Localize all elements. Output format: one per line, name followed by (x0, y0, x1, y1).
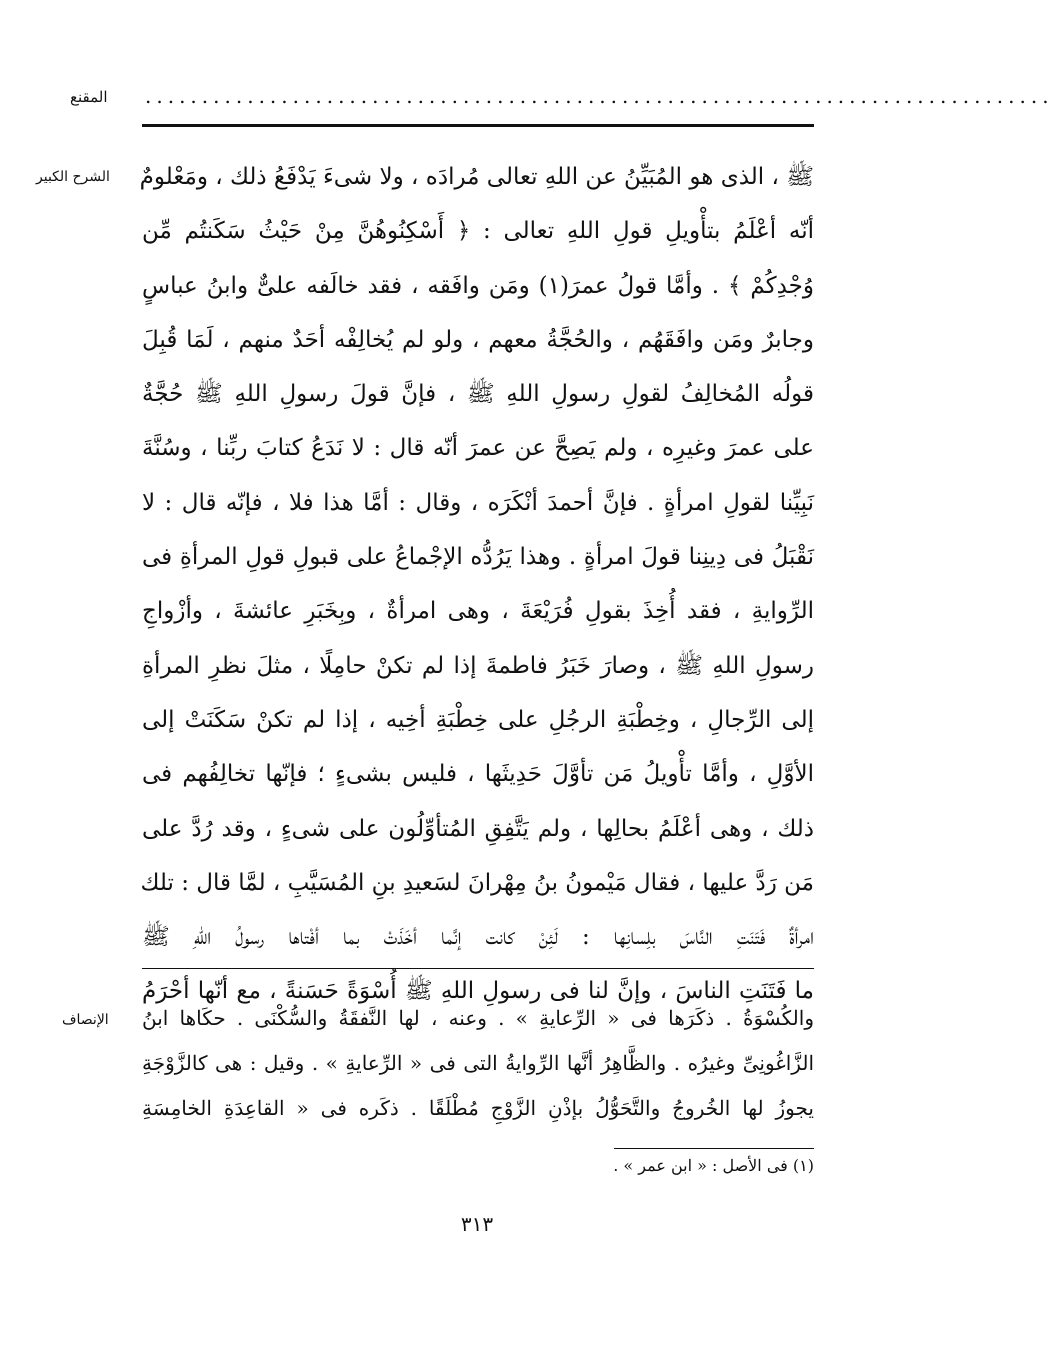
text-line: وجابرٌ ومَن وافَقَهُم ، والحُجَّةُ معهم ، ولو لم يُخالِفْه أحَدٌ منهم ، لَمَا قُبِلَ (142, 326, 814, 353)
text-line: قولُه المُخالِفُ لقولِ رسولِ اللهِ ﷺ ، فإنَّ قولَ رسولِ اللهِ ﷺ حُجَّةٌ (142, 381, 814, 408)
text-line: نَقْبَلُ فى دِينِنا قولَ امرأةٍ . وهذا يَرُدُّه الإجْماعُ على قبولِ قولِ المرأةِ فى (142, 544, 814, 571)
header-dotted-leader: ................................................................................ (145, 84, 1054, 108)
text-line: امرأةٌ فَتَنَتِ النَّاسَ بلِسانِها : لَئِنْ كانت إنَّما أخَذَتْ بما أفْتاها رسولُ اللهِ ﷺ (142, 924, 814, 951)
text-line: الزَّاغُونِىِّ وغيرُه . والظَّاهِرُ أنَّها الرِّوايةُ التى فى « الرِّعايةِ » . وقيل : هى كالزَّوْجَةِ (142, 1051, 814, 1075)
text-line: رسولِ اللهِ ﷺ ، وصارَ خَبَرُ فاطمةَ إذا لم تكنْ حامِلًا ، مثلَ نظرِ المرأةِ (142, 652, 814, 679)
book-title: المقنع (70, 88, 108, 106)
text-line: الرِّوايةِ ، فقد أُخِذَ بقولِ فُرَيْعَةَ ، وهى امرأةٌ ، وبِخَبَرِ عائشةَ ، وأزْواجِ (142, 598, 814, 625)
text-line: وُجْدِكُمْ ﴾ . وأمَّا قولُ عمرَ(١) ومَن وافَقه ، فقد خالَفه علىٌّ وابنُ عباسٍ (142, 272, 815, 299)
page-number: ٣١٣ (460, 1212, 494, 1236)
text-line: ﷺ ، الذى هو المُبَيِّنُ عن اللهِ تعالى مُرادَه ، ولا شىءَ يَدْفَعُ ذلك ، ومَعْلومٌ (139, 164, 814, 190)
text-line: يجوزُ لها الخُروجُ والتَّحَوُّلُ بإذْنِ الزَّوْجِ مُطْلَقًا . ذكَره فى « القاعِدَةِ الخامِسَةِ (142, 1096, 814, 1120)
text-line: على عمرَ وغيرِه ، ولم يَصِحَّ عن عمرَ أنّه قال : لا نَدَعُ كتابَ ربِّنا ، وسُنَّةَ (142, 435, 814, 462)
header-rule (142, 124, 814, 127)
insaf-text-block (142, 996, 814, 1131)
text-line: الأوَّلِ ، وأمَّا تأْويلُ مَن تأوَّلَ حَدِيثَها ، فليس بشىءٍ ؛ فإنّها تخالِفُهم فى (142, 761, 814, 788)
text-line: إلى الرِّجالِ ، وخِطْبَةِ الرجُلِ على خِطْبَةِ أخِيه ، إذا لم تكنْ سَكَنَتْ إلى (142, 706, 814, 733)
sharh-text-block (139, 150, 815, 1019)
sharh-section-label: الشرح الكبير (36, 169, 110, 185)
text-line: مَن رَدَّ عليها ، فقال مَيْمونُ بنُ مِهْرانَ لسَعيدِ بنِ المُسَيَّبِ ، لمَّا قال : تلك (140, 869, 814, 896)
insaf-section-label: الإنصاف (62, 1012, 109, 1028)
section-divider (142, 968, 814, 969)
text-line: أنّه أعْلَمُ بتأْويلِ قولِ اللهِ تعالى : ﴿ أَسْكِنُوهُنَّ مِنْ حَيْثُ سَكَنتُم مِّن (142, 218, 814, 245)
text-line: ذلك ، وهى أعْلَمُ بحالِها ، ولم يَتَّفِقِ المُتأوِّلُون على شىءٍ ، وقد رُدَّ على (142, 815, 814, 842)
footnote: (١) فى الأصل : « ابن عمر » . (613, 1156, 814, 1175)
text-line: نَبِيِّنا لقولِ امرأةٍ . فإنَّ أحمدَ أنْكَرَه ، وقال : أمَّا هذا فلا ، فإنّه قال : لا (142, 489, 814, 516)
footnote-rule (614, 1148, 814, 1149)
text-line: والكُسْوَةُ . ذكَرَها فى « الرِّعايةِ » . وعنه ، لها النَّفقَةُ والسُّكْنَى . حكَاها ابنُ (142, 1006, 814, 1030)
text-line: ما فَتَنَتِ الناسَ ، وإنَّ لنا فى رسولِ اللهِ ﷺ أُسْوَةً حَسَنةً ، مع أنّها أحْرَمُ (142, 978, 814, 1005)
